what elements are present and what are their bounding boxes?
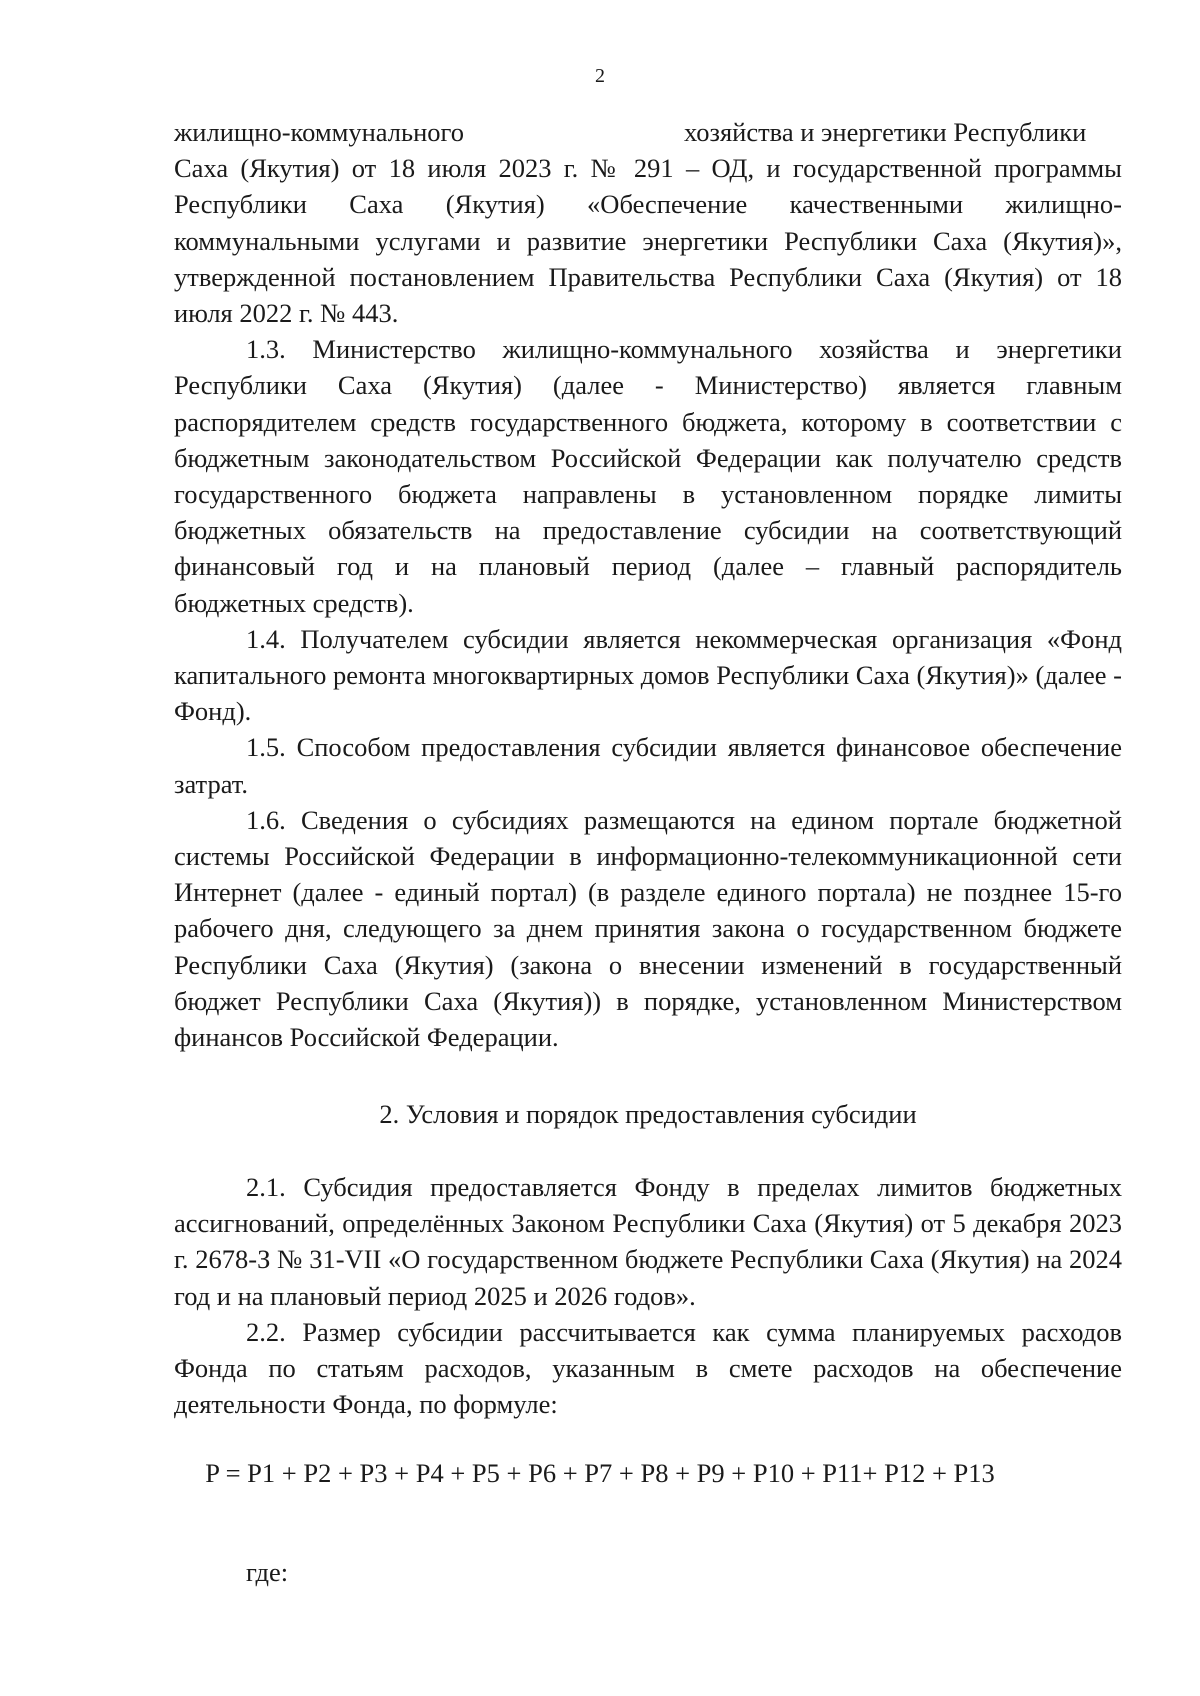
where-label: где:	[246, 1557, 289, 1587]
continued-line-left: жилищно-коммунального	[174, 117, 464, 147]
body-text-top	[174, 114, 1122, 1055]
page-number: 2	[595, 65, 605, 87]
continued-line-right: хозяйства и энергетики Республики	[684, 117, 1087, 147]
subsidy-formula: P = P1 + P2 + P3 + P4 + P5 + P6 + P7 + P8 + P9 + P10 + P11+ P12 + P13	[205, 1458, 995, 1488]
continued-paragraph: Саха (Якутия) от 18 июля 2023 г. № 291 – ОД, и государственной программы Республики Саха (Якутия) «Обеспечение качественными жилищно-коммунальными услугами и развитие энергетики Республики Саха (Якутия)», утвержденной постановлением Правительства Республики Саха (Якутия) от 18 июля 2022 г. № 443.	[174, 153, 1122, 329]
paragraph-2-2: 2.2. Размер субсидии рассчитывается как сумма планируемых расходов Фонда по статьям расходов, указанным в смете расходов на обеспечение деятельности Фонда, по формуле:	[174, 1316, 1122, 1420]
paragraph-1-5: 1.5. Способом предоставления субсидии является финансовое обеспечение затрат.	[174, 732, 1122, 799]
body-text-section-2	[174, 1169, 1122, 1422]
paragraph-2-1: 2.1. Субсидия предоставляется Фонду в пределах лимитов бюджетных ассигнований, определённых Законом Республики Саха (Якутия) от 5 декабря 2023 г. 2678-З № 31-VII «О государственном бюджете Республики Саха (Якутия) на 2024 год и на плановый период 2025 и 2026 годов».	[174, 1172, 1122, 1311]
paragraph-1-4: 1.4. Получателем субсидии является некоммерческая организация «Фонд капитального ремонта многоквартирных домов Республики Саха (Якутия)» (далее - Фонд).	[174, 623, 1122, 727]
continued-line	[174, 114, 1122, 150]
section-2-heading: 2. Условия и порядок предоставления субсидии	[379, 1099, 917, 1129]
paragraph-1-3: 1.3. Министерство жилищно-коммунального хозяйства и энергетики Республики Саха (Якутия) (далее - Министерство) является главным распорядителем средств государственного бюджета, которому в соответствии с бюджетным законодательством Российской Федерации как получателю средств государственного бюджета направлены в установленном порядке лимиты бюджетных обязательств на предоставление субсидии на соответствующий финансовый год и на плановый период (далее – главный распорядитель бюджетных средств).	[174, 334, 1122, 618]
paragraph-1-6: 1.6. Сведения о субсидиях размещаются на едином портале бюджетной системы Российской Федерации в информационно-телекоммуникационной сети Интернет (далее - единый портал) (в разделе единого портала) не позднее 15-го рабочего дня, следующего за днем принятия закона о государственном бюджете Республики Саха (Якутия) (закона о внесении изменений в государственный бюджет Республики Саха (Якутия)) в порядке, установленном Министерством финансов Российской Федерации.	[174, 804, 1122, 1053]
